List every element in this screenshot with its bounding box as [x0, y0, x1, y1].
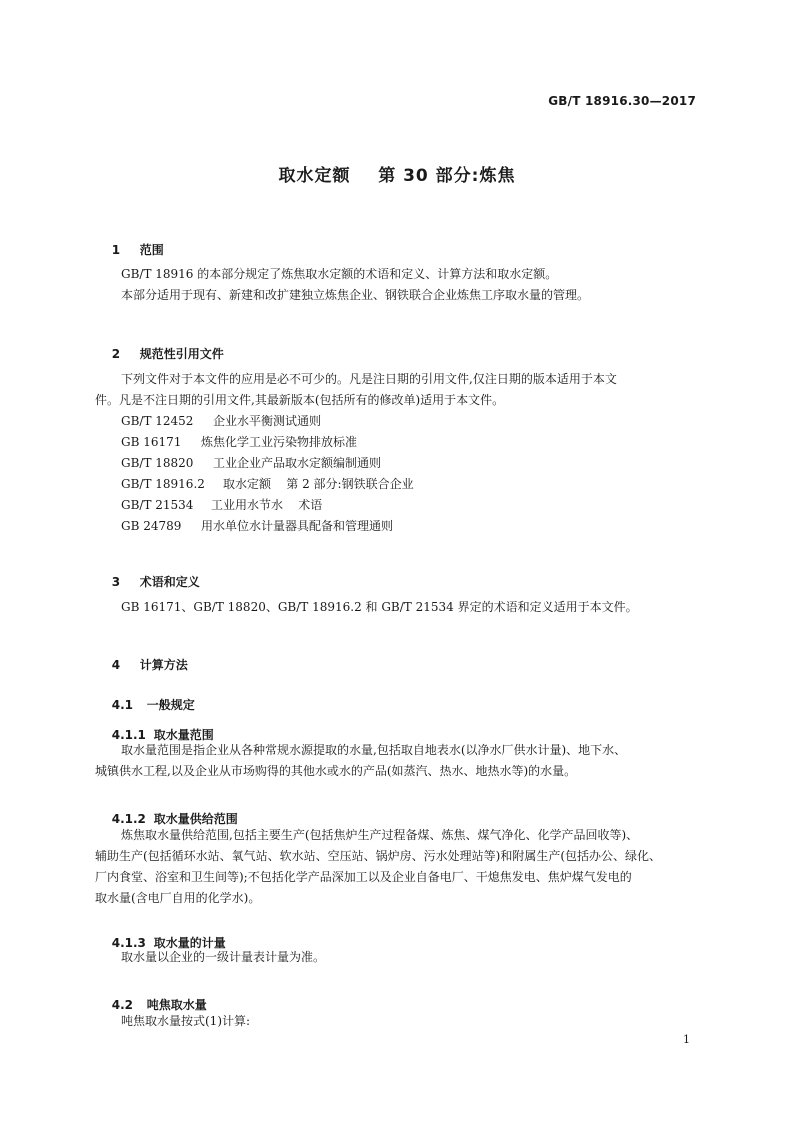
reference-name: 工业企业产品取水定额编制通则 [213, 456, 382, 470]
paragraph-line: 件。凡是不注日期的引用文件,其最新版本(包括所有的修改单)适用于本文件。 [95, 393, 505, 407]
section-title: 取水量范围 [153, 728, 214, 742]
reference-name: 取水定额 第 2 部分:钢铁联合企业 [223, 477, 414, 491]
section-number: 2 [111, 347, 121, 361]
section-4-1-3-body [95, 947, 707, 968]
standard-code: GB/T 18916.30—2017 [548, 94, 696, 108]
reference-item [121, 516, 414, 537]
paragraph-line: 厂内食堂、浴室和卫生间等);不包括化学产品深加工以及企业自备电厂、干熄焦发电、焦炉煤气发电的 [95, 870, 632, 884]
paragraph-line: 取水量范围是指企业从各种常规水源提取的水量,包括取自地表水(以净水厂供水计量)、地下水、 [121, 743, 627, 757]
reference-item [121, 453, 414, 474]
reference-name: 用水单位水计量器具配备和管理通则 [201, 519, 394, 533]
reference-code: GB/T 12452 [121, 414, 194, 428]
paragraph-line: 下列文件对于本文件的应用是必不可少的。凡是注日期的引用文件,仅注日期的版本适用于本文 [121, 372, 617, 386]
section-4-heading [95, 642, 188, 687]
paragraph-line: 城镇供水工程,以及企业从市场购得的其他水或水的产品(如蒸汽、热水、地热水等)的水量。 [95, 764, 577, 778]
paragraph-line: 吨焦取水量按式(1)计算: [121, 1014, 251, 1028]
section-2-intro [95, 369, 707, 411]
section-number: 4 [111, 658, 121, 672]
reference-name: 企业水平衡测试通则 [213, 414, 322, 428]
section-title: 取水量供给范围 [153, 812, 238, 826]
paragraph-line: 取水量以企业的一级计量表计量为准。 [121, 950, 326, 964]
section-title: 取水量的计量 [153, 936, 226, 950]
section-number: 3 [111, 575, 121, 589]
section-4-2-body [95, 1011, 707, 1032]
section-number: 4.1.1 [111, 728, 146, 742]
section-number: 4.2 [111, 998, 133, 1012]
section-number: 1 [111, 243, 121, 257]
reference-item [121, 432, 414, 453]
section-4-1-2-body [95, 825, 707, 909]
reference-name: 炼焦化学工业污染物排放标准 [201, 435, 358, 449]
reference-code: GB/T 18820 [121, 456, 194, 470]
section-title: 规范性引用文件 [139, 347, 224, 361]
section-title: 一般规定 [146, 698, 195, 712]
paragraph-line: 炼焦取水量供给范围,包括主要生产(包括焦炉生产过程备煤、炼焦、煤气净化、化学产品回收等)、 [121, 828, 639, 842]
paragraph-line: GB 16171、GB/T 18820、GB/T 18916.2 和 GB/T 21534 界定的术语和定义适用于本文件。 [121, 600, 638, 614]
reference-item [121, 411, 414, 432]
document-title: 取水定额 第 30 部分:炼焦 [278, 166, 516, 186]
section-4-1-1-body [95, 740, 707, 782]
paragraph-line: 本部分适用于现有、新建和改扩建独立炼焦企业、钢铁联合企业炼焦工序取水量的管理。 [121, 288, 590, 302]
paragraph-line: 取水量(含电厂自用的化学水)。 [95, 891, 261, 905]
section-number: 4.1.2 [111, 812, 146, 826]
section-title: 范围 [139, 243, 164, 257]
reference-code: GB/T 18916.2 [121, 477, 205, 491]
normative-reference-list [121, 411, 414, 537]
section-number: 4.1 [111, 698, 133, 712]
reference-code: GB/T 21534 [121, 498, 194, 512]
section-number: 4.1.3 [111, 936, 146, 950]
reference-item [121, 495, 414, 516]
page-number: 1 [683, 1033, 690, 1046]
paragraph-line: GB/T 18916 的本部分规定了炼焦取水定额的术语和定义、计算方法和取水定额。 [121, 267, 558, 281]
section-1-body [95, 264, 707, 306]
reference-item [121, 474, 414, 495]
section-title: 术语和定义 [139, 575, 200, 589]
section-title: 计算方法 [139, 658, 188, 672]
section-3-body [95, 597, 707, 618]
reference-code: GB 16171 [121, 435, 182, 449]
reference-name: 工业用水节水 术语 [211, 498, 323, 512]
reference-code: GB 24789 [121, 519, 182, 533]
paragraph-line: 辅助生产(包括循环水站、氧气站、软水站、空压站、锅炉房、污水处理站等)和附属生产(包括办公、绿化、 [95, 849, 662, 863]
section-title: 吨焦取水量 [146, 998, 207, 1012]
